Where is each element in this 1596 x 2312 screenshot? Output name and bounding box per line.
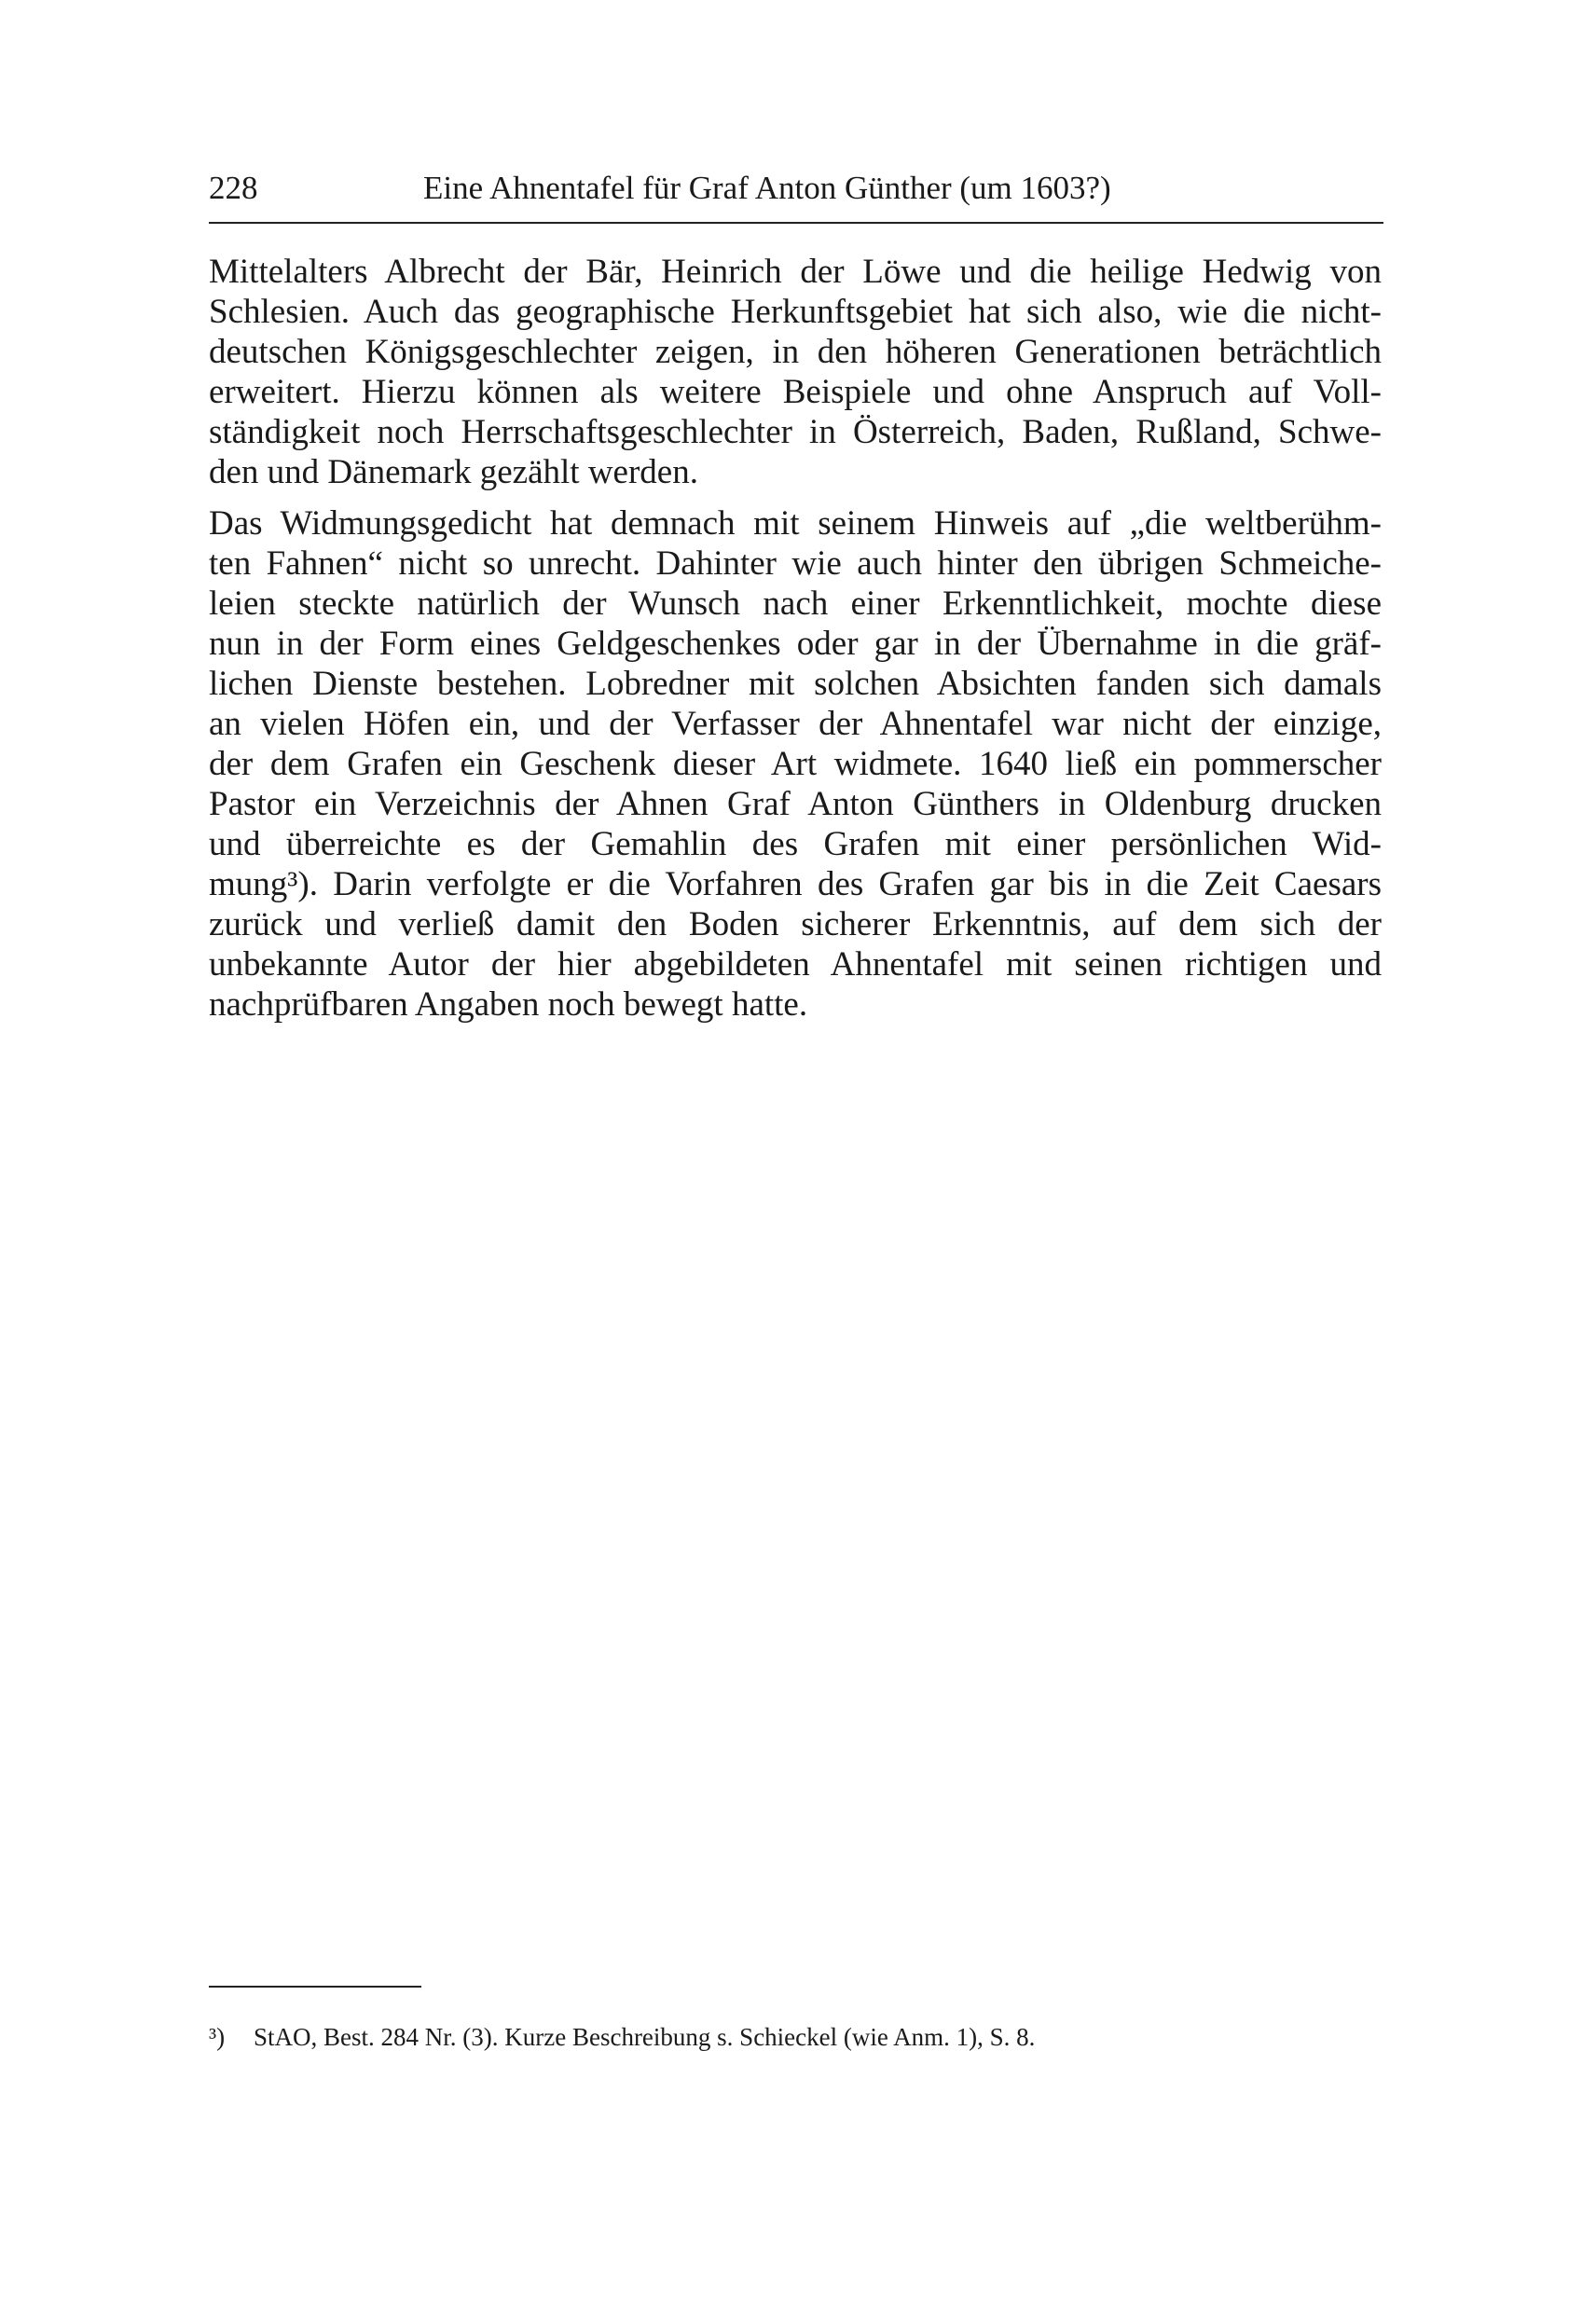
paragraph-1 bbox=[209, 252, 1382, 492]
text-line: Mittelalters Albrecht der Bär, Heinrich der Löwe und die heilige Hedwig von bbox=[209, 253, 1382, 291]
text-line: zurück und verließ damit den Boden sicherer Erkenntnis, auf dem sich der bbox=[209, 905, 1382, 943]
text-line: erweitert. Hierzu können als weitere Beispiele und ohne Anspruch auf Voll- bbox=[209, 373, 1382, 411]
running-title: Eine Ahnentafel für Graf Anton Günther (um 1603?) bbox=[423, 170, 1111, 206]
body-text bbox=[209, 252, 1382, 1025]
text-line: leien steckte natürlich der Wunsch nach einer Erkenntlichkeit, mochte diese bbox=[209, 585, 1382, 623]
paragraph-2 bbox=[209, 503, 1382, 1025]
paragraph-gap bbox=[209, 492, 1382, 503]
text-line: lichen Dienste bestehen. Lobredner mit solchen Absichten fanden sich damals bbox=[209, 665, 1382, 703]
text-line: Schlesien. Auch das geographische Herkunftsgebiet hat sich also, wie die nicht- bbox=[209, 293, 1382, 331]
footnote-text: StAO, Best. 284 Nr. (3). Kurze Beschreibung s. Schieckel (wie Anm. 1), S. 8. bbox=[254, 2023, 1036, 2051]
text-line: nachprüfbaren Angaben noch bewegt hatte. bbox=[209, 985, 808, 1024]
footnote bbox=[209, 2021, 1234, 2053]
text-line: Pastor ein Verzeichnis der Ahnen Graf Anton Günthers in Oldenburg drucken bbox=[209, 785, 1382, 823]
footnote-marker: ³) bbox=[209, 2023, 226, 2051]
text-line: der dem Grafen ein Geschenk dieser Art widmete. 1640 ließ ein pommerscher bbox=[209, 745, 1382, 783]
text-line: den und Dänemark gezählt werden. bbox=[209, 453, 698, 491]
footnote-rule bbox=[209, 1986, 421, 1988]
text-line: mung³). Darin verfolgte er die Vorfahren des Grafen gar bis in die Zeit Caesars bbox=[209, 865, 1382, 903]
text-line: Das Widmungsgedicht hat demnach mit seinem Hinweis auf „die weltberühm- bbox=[209, 504, 1382, 543]
text-line: an vielen Höfen ein, und der Verfasser der Ahnentafel war nicht der einzige, bbox=[209, 705, 1382, 743]
text-line: und überreichte es der Gemahlin des Grafen mit einer persönlichen Wid- bbox=[209, 825, 1382, 863]
header-rule bbox=[209, 222, 1383, 224]
running-head bbox=[209, 168, 1383, 209]
page-number: 228 bbox=[209, 170, 258, 206]
text-line: ten Fahnen“ nicht so unrecht. Dahinter wie auch hinter den übrigen Schmeiche- bbox=[209, 544, 1382, 583]
text-line: nun in der Form eines Geldgeschenkes oder gar in der Übernahme in die gräf- bbox=[209, 625, 1382, 663]
text-line: unbekannte Autor der hier abgebildeten Ahnentafel mit seinen richtigen und bbox=[209, 945, 1382, 984]
text-line: ständigkeit noch Herrschaftsgeschlechter in Österreich, Baden, Rußland, Schwe- bbox=[209, 413, 1382, 451]
text-line: deutschen Königsgeschlechter zeigen, in den höheren Generationen beträchtlich bbox=[209, 333, 1382, 371]
